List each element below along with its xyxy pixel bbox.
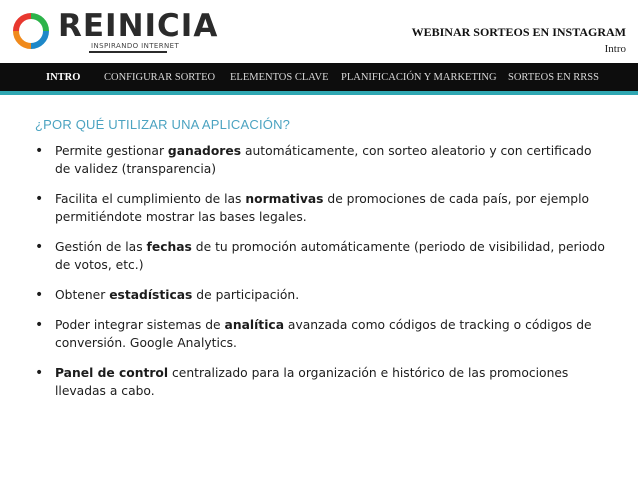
bullet-text: avanzada como códigos de tracking o códigos de conversión. Google Analytics. (55, 318, 592, 350)
bullet-text: automáticamente, con sorteo aleatorio y con certificado de validez (transparencia) (55, 144, 592, 176)
brand-tagline: INSPIRANDO INTERNET (91, 42, 180, 50)
tab-elementos-clave[interactable]: ELEMENTOS CLAVE (230, 72, 329, 83)
page-title: WEBINAR SORTEOS EN INSTAGRAM (411, 25, 626, 39)
section-heading: ¿POR QUÉ UTILIZAR UNA APLICACIÓN? (35, 117, 291, 132)
bullet-icon: • (35, 317, 44, 333)
bullet-keyword: normativas (245, 192, 324, 206)
bullet-icon: • (35, 287, 44, 303)
list-item (35, 190, 605, 226)
bullet-text: Gestión de las (55, 240, 147, 254)
bullet-text: Permite gestionar (55, 144, 168, 158)
bullet-text: Obtener (55, 288, 110, 302)
tab-sorteos-rrss[interactable]: SORTEOS EN RRSS (508, 72, 599, 83)
bullet-text: Poder integrar sistemas de (55, 318, 225, 332)
tab-planificacion-marketing[interactable]: PLANIFICACIÓN Y MARKETING (341, 72, 497, 83)
list-item (35, 316, 605, 352)
bullet-icon: • (35, 191, 44, 207)
list-item (35, 286, 605, 304)
page-subtitle: Intro (604, 43, 626, 55)
bullet-text: de tu promoción automáticamente (periodo de visibilidad, periodo de votos, etc.) (55, 240, 605, 272)
list-item (35, 142, 605, 178)
tab-intro[interactable]: INTRO (46, 72, 81, 83)
bullet-text: centralizado para la organización e histórico de las promociones llevadas a cabo. (55, 366, 569, 398)
bullet-icon: • (35, 143, 44, 159)
bullet-keyword: Panel de control (55, 366, 169, 380)
bullet-text: Facilita el cumplimiento de las (55, 192, 246, 206)
bullet-icon: • (35, 239, 44, 255)
list-item (35, 238, 605, 274)
bullet-keyword: analítica (224, 318, 284, 332)
bullet-icon: • (35, 365, 44, 381)
tab-configurar-sorteo[interactable]: CONFIGURAR SORTEO (104, 72, 216, 83)
bullet-keyword: fechas (146, 240, 192, 254)
bullet-list (35, 142, 605, 412)
brand-name: REINICIA (58, 8, 219, 44)
bullet-text: de promociones de cada país, por ejemplo permitiéndote mostrar las bases legales. (55, 192, 590, 224)
reinicia-logo-ring-icon (13, 13, 49, 49)
list-item (35, 364, 605, 400)
bullet-keyword: estadísticas (109, 288, 193, 302)
bullet-keyword: ganadores (167, 144, 242, 158)
bullet-text: de participación. (192, 288, 300, 302)
brand-underline (89, 51, 167, 53)
top-nav (0, 63, 638, 95)
